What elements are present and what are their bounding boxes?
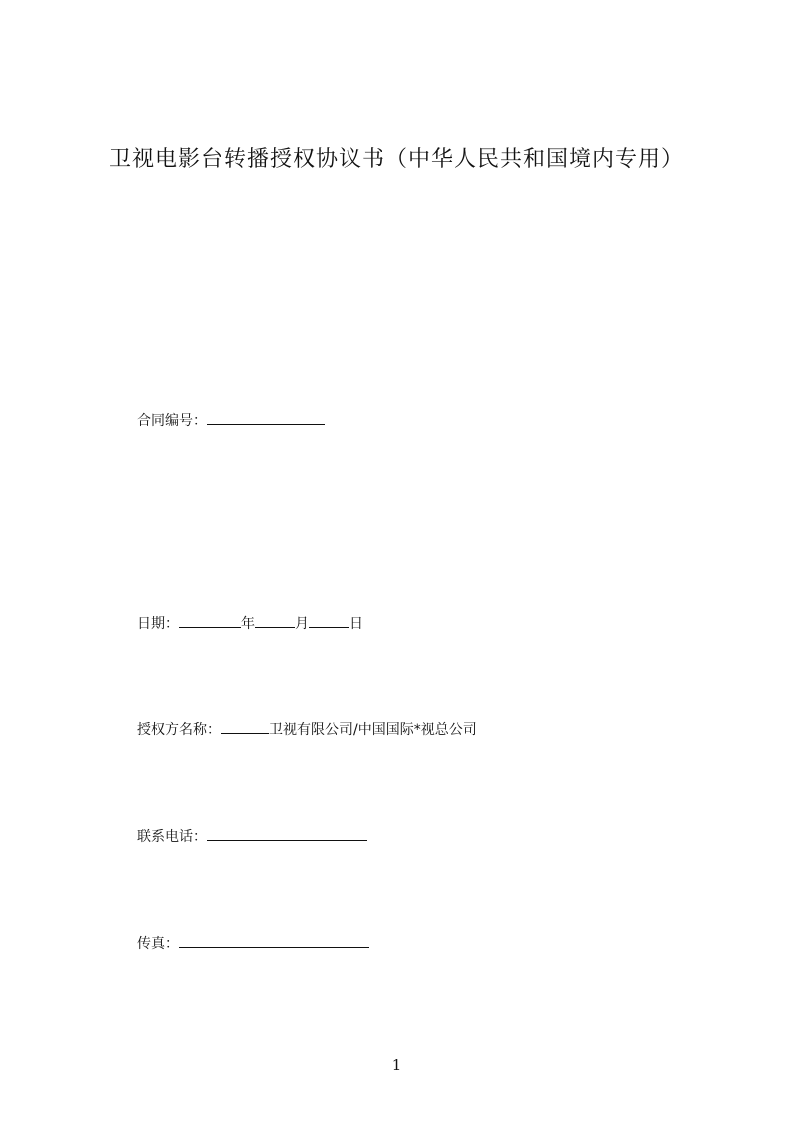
fax-blank xyxy=(179,933,369,948)
contract-number-field xyxy=(137,410,325,430)
phone-label: 联系电话： xyxy=(137,829,207,845)
date-label: 日期： xyxy=(137,616,179,632)
date-month-blank xyxy=(255,613,295,628)
contract-number-blank xyxy=(207,410,325,425)
date-year-label: 年 xyxy=(241,616,255,632)
grantor-value: 卫视有限公司/中国国际*视总公司 xyxy=(269,722,477,738)
fax-label: 传真： xyxy=(137,936,179,952)
date-year-blank xyxy=(179,613,241,628)
grantor-field xyxy=(137,719,477,739)
phone-field xyxy=(137,826,367,846)
grantor-blank xyxy=(221,719,269,734)
date-field xyxy=(137,613,363,633)
fax-field xyxy=(137,933,369,953)
date-day-label: 日 xyxy=(349,616,363,632)
grantor-label: 授权方名称： xyxy=(137,722,221,738)
date-month-label: 月 xyxy=(295,616,309,632)
date-day-blank xyxy=(309,613,349,628)
document-title: 卫视电影台转播授权协议书（中华人民共和国境内专用） xyxy=(108,147,684,172)
phone-blank xyxy=(207,826,367,841)
page-number: 1 xyxy=(391,1056,402,1074)
contract-number-label: 合同编号： xyxy=(137,413,207,429)
